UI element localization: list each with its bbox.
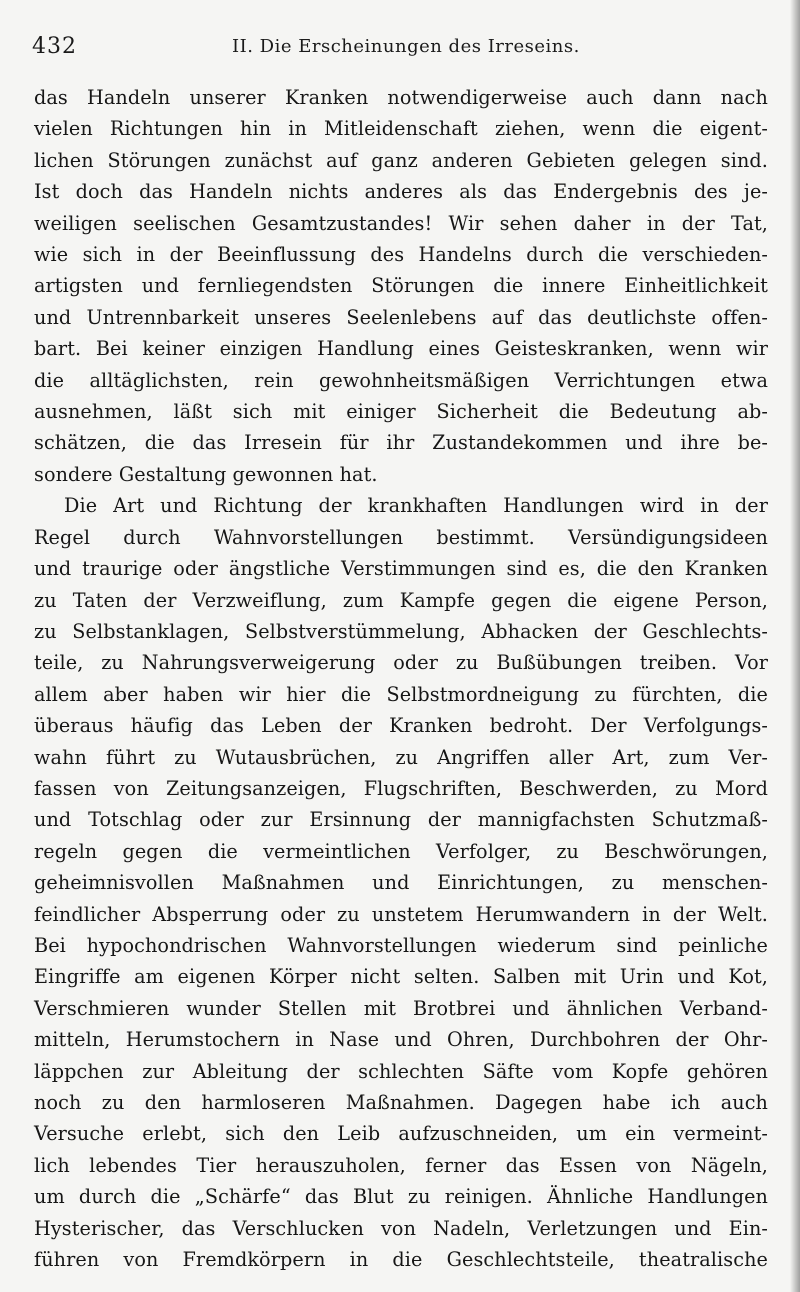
text-line: Ist doch das Handeln nichts anderes als das Endergebnis des je- — [34, 180, 768, 204]
text-line: mitteln, Herumstochern in Nase und Ohren, Durchbohren der Ohr- — [34, 1028, 768, 1052]
text-line: bart. Bei keiner einzigen Handlung eines Geisteskranken, wenn wir — [34, 337, 768, 361]
text-line: Eingriffe am eigenen Körper nicht selten. Salben mit Urin und Kot, — [34, 965, 768, 989]
text-line: vielen Richtungen hin in Mitleidenschaft ziehen, wenn die eigent- — [34, 117, 768, 141]
text-line: wie sich in der Beeinflussung des Handelns durch die verschieden- — [34, 243, 768, 267]
body-text — [34, 82, 768, 1275]
text-line: zu Taten der Verzweiflung, zum Kampfe gegen die eigene Person, — [34, 588, 768, 612]
text-line: wahn führt zu Wutausbrüchen, zu Angriffen aller Art, zum Ver- — [34, 745, 768, 769]
text-line: Versuche erlebt, sich den Leib aufzuschneiden, um ein vermeint- — [34, 1122, 768, 1146]
text-line: feindlicher Absperrung oder zu unstetem Herumwandern in der Welt. — [34, 902, 768, 926]
page-header — [32, 32, 772, 62]
text-line: das Handeln unserer Kranken notwendigerweise auch dann nach — [34, 86, 768, 109]
text-line: regeln gegen die vermeintlichen Verfolger, zu Beschwörungen, — [34, 839, 768, 863]
text-line: lich lebendes Tier herauszuholen, ferner das Essen von Nägeln, — [34, 1153, 768, 1177]
text-line: Regel durch Wahnvorstellungen bestimmt. Versündigungsideen — [34, 525, 768, 549]
text-line: überaus häufig das Leben der Kranken bedroht. Der Verfolgungs- — [34, 714, 768, 738]
text-line: teile, zu Nahrungsverweigerung oder zu Bußübungen treiben. Vor — [34, 651, 768, 675]
text-line: schätzen, die das Irresein für ihr Zustandekommen und ihre be- — [34, 431, 768, 455]
text-line: und Totschlag oder zur Ersinnung der mannigfachsten Schutzmaß- — [34, 808, 768, 832]
text-line: allem aber haben wir hier die Selbstmordneigung zu fürchten, die — [34, 682, 768, 706]
text-line: führen von Fremdkörpern in die Geschlechtsteile, theatralische — [34, 1248, 768, 1272]
text-line: artigsten und fernliegendsten Störungen die innere Einheitlichkeit — [34, 274, 768, 298]
text-line: um durch die „Schärfe“ das Blut zu reinigen. Ähnliche Handlungen — [34, 1185, 768, 1209]
text-line: die alltäglichsten, rein gewohnheitsmäßigen Verrichtungen etwa — [34, 368, 768, 392]
page-edge-shadow — [790, 0, 800, 1292]
text-line: fassen von Zeitungsanzeigen, Flugschriften, Beschwerden, zu Mord — [34, 776, 768, 800]
text-line: noch zu den harmloseren Maßnahmen. Dagegen habe ich auch — [34, 1091, 768, 1114]
text-line: und Untrennbarkeit unseres Seelenlebens auf das deutlichste offen- — [34, 305, 768, 329]
text-line: und traurige oder ängstliche Verstimmungen sind es, die den Kranken — [34, 557, 768, 581]
text-line: ausnehmen, läßt sich mit einiger Sicherheit die Bedeutung ab- — [34, 400, 768, 424]
page-number: 432 — [32, 34, 77, 59]
text-line: Verschmieren wunder Stellen mit Brotbrei und ähnlichen Verband- — [34, 996, 768, 1020]
text-line: Hysterischer, das Verschlucken von Nadeln, Verletzungen und Ein- — [34, 1216, 768, 1240]
text-line: Die Art und Richtung der krankhaften Handlungen wird in der — [64, 494, 768, 518]
running-head: II. Die Erscheinungen des Irreseins. — [232, 36, 580, 57]
text-line: weiligen seelischen Gesamtzustandes! Wir sehen daher in der Tat, — [34, 211, 768, 235]
text-line: Bei hypochondrischen Wahnvorstellungen wiederum sind peinliche — [34, 933, 768, 957]
text-line: sondere Gestaltung gewonnen hat. — [34, 462, 378, 486]
text-line: zu Selbstanklagen, Selbstverstümmelung, Abhacken der Geschlechts- — [34, 619, 768, 643]
text-line: lichen Störungen zunächst auf ganz anderen Gebieten gelegen sind. — [34, 148, 768, 172]
text-line: läppchen zur Ableitung der schlechten Säfte vom Kopfe gehören — [34, 1059, 768, 1083]
text-line: geheimnisvollen Maßnahmen und Einrichtungen, zu menschen- — [34, 871, 768, 895]
